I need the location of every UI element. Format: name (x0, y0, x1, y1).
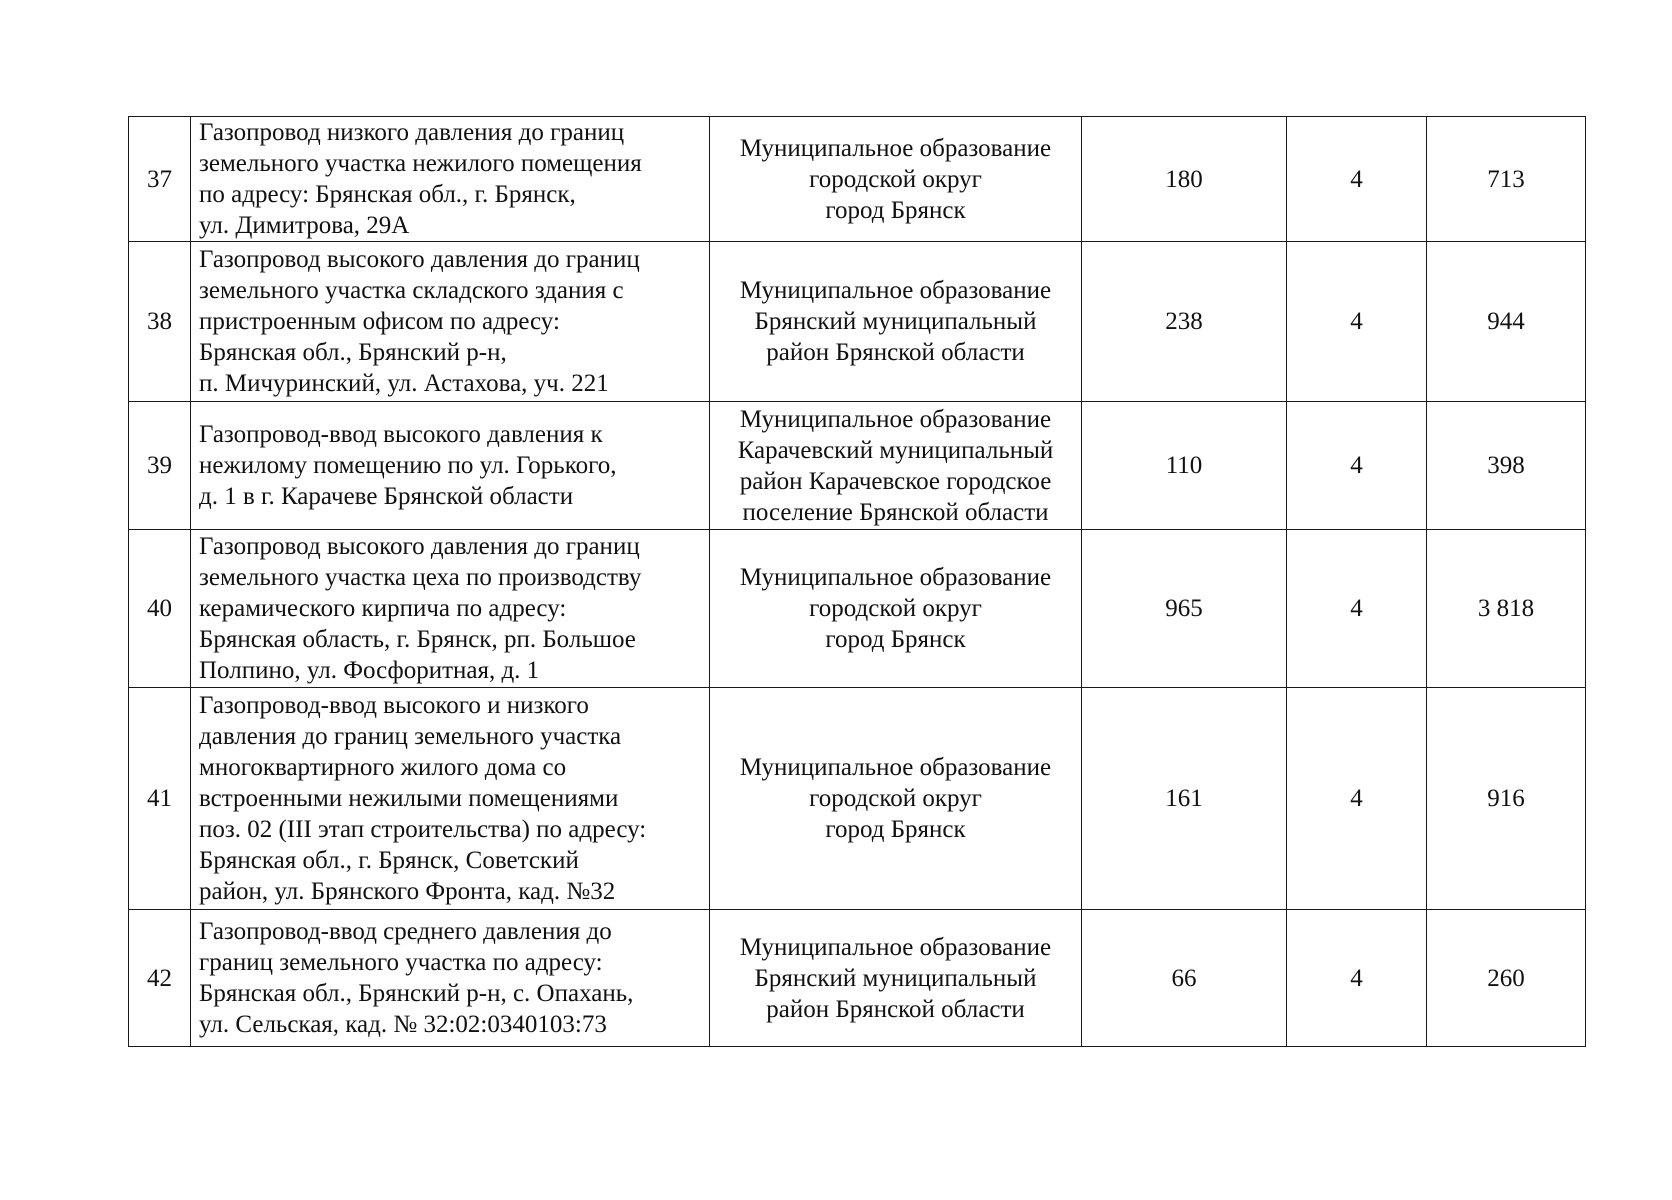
row-number: 40 (129, 530, 191, 688)
object-name-line: пристроенным офисом по адресу: (199, 308, 560, 335)
object-name-line: по адресу: Брянская обл., г. Брянск, (199, 181, 576, 208)
object-name-line: Брянская обл., Брянский р-н, с. Опахань, (199, 980, 634, 1007)
municipality-cell (710, 242, 1082, 402)
object-name-line: давления до границ земельного участка (199, 723, 622, 750)
object-name-line: Газопровод высокого давления до границ (199, 533, 640, 560)
length-value: 110 (1082, 402, 1287, 530)
object-name-line: Газопровод низкого давления до границ (199, 119, 625, 146)
category-value: 4 (1287, 910, 1427, 1047)
row-number: 41 (129, 688, 191, 910)
object-name-line: нежилому помещению по ул. Горького, (199, 452, 617, 479)
object-name-line: ул. Димитрова, 29А (199, 212, 410, 239)
object-name-line: Газопровод высокого давления до границ (199, 246, 640, 273)
object-name-cell (191, 688, 710, 910)
object-name-line: керамического кирпича по адресу: (199, 595, 567, 622)
object-name-line: Газопровод-ввод среднего давления до (199, 918, 612, 945)
object-name-line: п. Мичуринский, ул. Астахова, уч. 221 (199, 370, 609, 397)
object-name-cell (191, 242, 710, 402)
table-row (129, 530, 1586, 688)
row-number: 37 (129, 117, 191, 242)
municipality-cell (710, 910, 1082, 1047)
municipality-line: городской округ (809, 165, 982, 193)
row-number: 38 (129, 242, 191, 402)
object-name-cell (191, 910, 710, 1047)
municipality-line: город Брянск (825, 196, 966, 224)
object-name-line: Брянская обл., Брянский р-н, (199, 339, 507, 366)
length-value: 965 (1082, 530, 1287, 688)
object-name-line: Брянская область, г. Брянск, рп. Большое (199, 626, 636, 653)
municipality-line: Муниципальное образование (739, 564, 1052, 591)
table-body (129, 117, 1586, 1047)
category-value: 4 (1287, 117, 1427, 242)
category-value: 4 (1287, 688, 1427, 910)
municipality-line: Брянский муниципальный (754, 308, 1037, 335)
amount-value: 916 (1427, 688, 1586, 910)
table-row (129, 402, 1586, 530)
object-name-line: земельного участка цеха по производству (199, 564, 642, 591)
object-name-cell (191, 530, 710, 688)
municipality-line: Брянский муниципальный (754, 964, 1037, 992)
object-name-line: район, ул. Брянского Фронта, кад. №32 (199, 878, 616, 905)
object-name-line: многоквартирного жилого дома со (199, 754, 567, 781)
object-name-cell (191, 402, 710, 530)
municipality-line: город Брянск (825, 626, 966, 653)
gas-pipeline-table (128, 116, 1586, 1047)
municipality-line: городской округ (809, 595, 982, 622)
object-name-line: Брянская обл., г. Брянск, Советский (199, 847, 579, 874)
length-value: 66 (1082, 910, 1287, 1047)
table-row (129, 688, 1586, 910)
amount-value: 3 818 (1427, 530, 1586, 688)
length-value: 238 (1082, 242, 1287, 402)
category-value: 4 (1287, 242, 1427, 402)
object-name-line: Полпино, ул. Фосфоритная, д. 1 (199, 657, 540, 684)
object-name-line: Газопровод-ввод высокого давления к (199, 421, 603, 448)
table-row (129, 242, 1586, 402)
municipality-line: Карачевский муниципальный (737, 436, 1054, 464)
row-number: 39 (129, 402, 191, 530)
amount-value: 713 (1427, 117, 1586, 242)
municipality-line: городской округ (809, 785, 982, 812)
category-value: 4 (1287, 530, 1427, 688)
municipality-line: Муниципальное образование (739, 754, 1052, 781)
municipality-cell (710, 688, 1082, 910)
municipality-line: район Брянской области (766, 339, 1025, 366)
object-name-line: ул. Сельская, кад. № 32:02:0340103:73 (199, 1011, 607, 1038)
length-value: 180 (1082, 117, 1287, 242)
municipality-line: Муниципальное образование (739, 933, 1052, 961)
object-name-line: земельного участка нежилого помещения (199, 150, 642, 177)
municipality-line: Муниципальное образование (739, 405, 1052, 433)
table-row (129, 117, 1586, 242)
amount-value: 944 (1427, 242, 1586, 402)
object-name-line: поз. 02 (III этап строительства) по адресу: (199, 816, 647, 843)
object-name-line: земельного участка складского здания с (199, 277, 624, 304)
amount-value: 260 (1427, 910, 1586, 1047)
row-number: 42 (129, 910, 191, 1047)
length-value: 161 (1082, 688, 1287, 910)
municipality-line: Муниципальное образование (739, 134, 1052, 162)
object-name-line: д. 1 в г. Карачеве Брянской области (199, 483, 574, 510)
municipality-cell (710, 117, 1082, 242)
object-name-line: Газопровод-ввод высокого и низкого (199, 692, 589, 719)
object-name-cell (191, 117, 710, 242)
municipality-cell (710, 402, 1082, 530)
category-value: 4 (1287, 402, 1427, 530)
municipality-line: город Брянск (825, 816, 966, 843)
amount-value: 398 (1427, 402, 1586, 530)
municipality-line: поселение Брянской области (742, 498, 1049, 526)
municipality-line: район Карачевское городское (739, 467, 1052, 495)
municipality-line: район Брянской области (766, 995, 1025, 1023)
table-row (129, 910, 1586, 1047)
municipality-cell (710, 530, 1082, 688)
municipality-line: Муниципальное образование (739, 277, 1052, 304)
object-name-line: встроенными нежилыми помещениями (199, 785, 619, 812)
object-name-line: границ земельного участка по адресу: (199, 949, 603, 976)
